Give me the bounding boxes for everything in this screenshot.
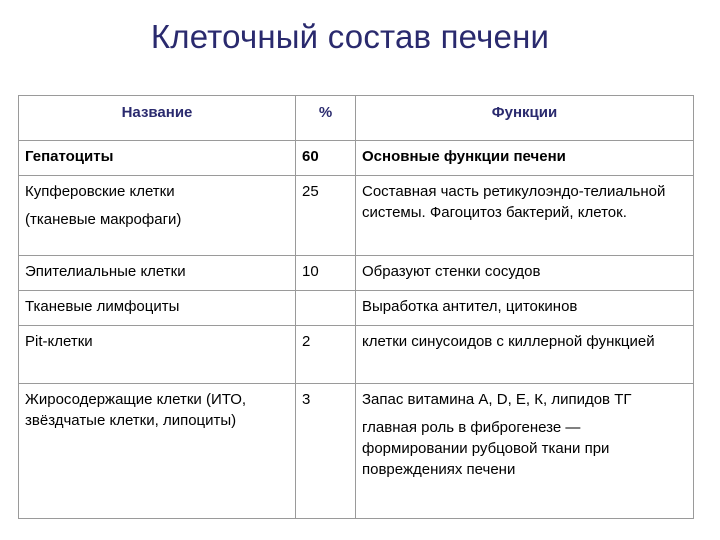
table-header-row <box>19 96 694 141</box>
table-row <box>19 141 694 176</box>
table-row <box>19 384 694 519</box>
cell-percent <box>296 291 356 326</box>
header-percent: % <box>296 96 356 141</box>
cell-percent: 3 <box>296 384 356 519</box>
cell-percent: 25 <box>296 176 356 256</box>
cell-composition-table <box>18 95 694 519</box>
table-row <box>19 256 694 291</box>
cell-functions: клетки синусоидов с киллерной функцией <box>356 326 694 384</box>
cell-name: Гепатоциты <box>19 141 296 176</box>
cell-name: Жиросодержащие клетки (ИТО, звёздчатые клетки, липоциты) <box>19 384 296 519</box>
cell-functions: Выработка антител, цитокинов <box>356 291 694 326</box>
cell-percent: 2 <box>296 326 356 384</box>
cell-functions: Основные функции печени <box>356 141 694 176</box>
cell-name: Эпителиальные клетки <box>19 256 296 291</box>
cell-name: Купферовские клетки (тканевые макрофаги) <box>19 176 296 256</box>
cell-functions: Составная часть ретикулоэндо-телиальной системы. Фагоцитоз бактерий, клеток. <box>356 176 694 256</box>
cell-percent: 10 <box>296 256 356 291</box>
page-title: Клеточный состав печени <box>150 18 550 55</box>
header-name: Название <box>19 96 296 141</box>
cell-functions: Образуют стенки сосудов <box>356 256 694 291</box>
cell-functions: Запас витамина А, D, Е, К, липидов ТГ главная роль в фиброгенезе — формировании рубцовой ткани при повреждениях печени <box>356 384 694 519</box>
table-row <box>19 326 694 384</box>
cell-name: Pit-клетки <box>19 326 296 384</box>
table-row <box>19 176 694 256</box>
cell-name: Тканевые лимфоциты <box>19 291 296 326</box>
table-row <box>19 291 694 326</box>
cell-percent: 60 <box>296 141 356 176</box>
header-functions: Функции <box>356 96 694 141</box>
